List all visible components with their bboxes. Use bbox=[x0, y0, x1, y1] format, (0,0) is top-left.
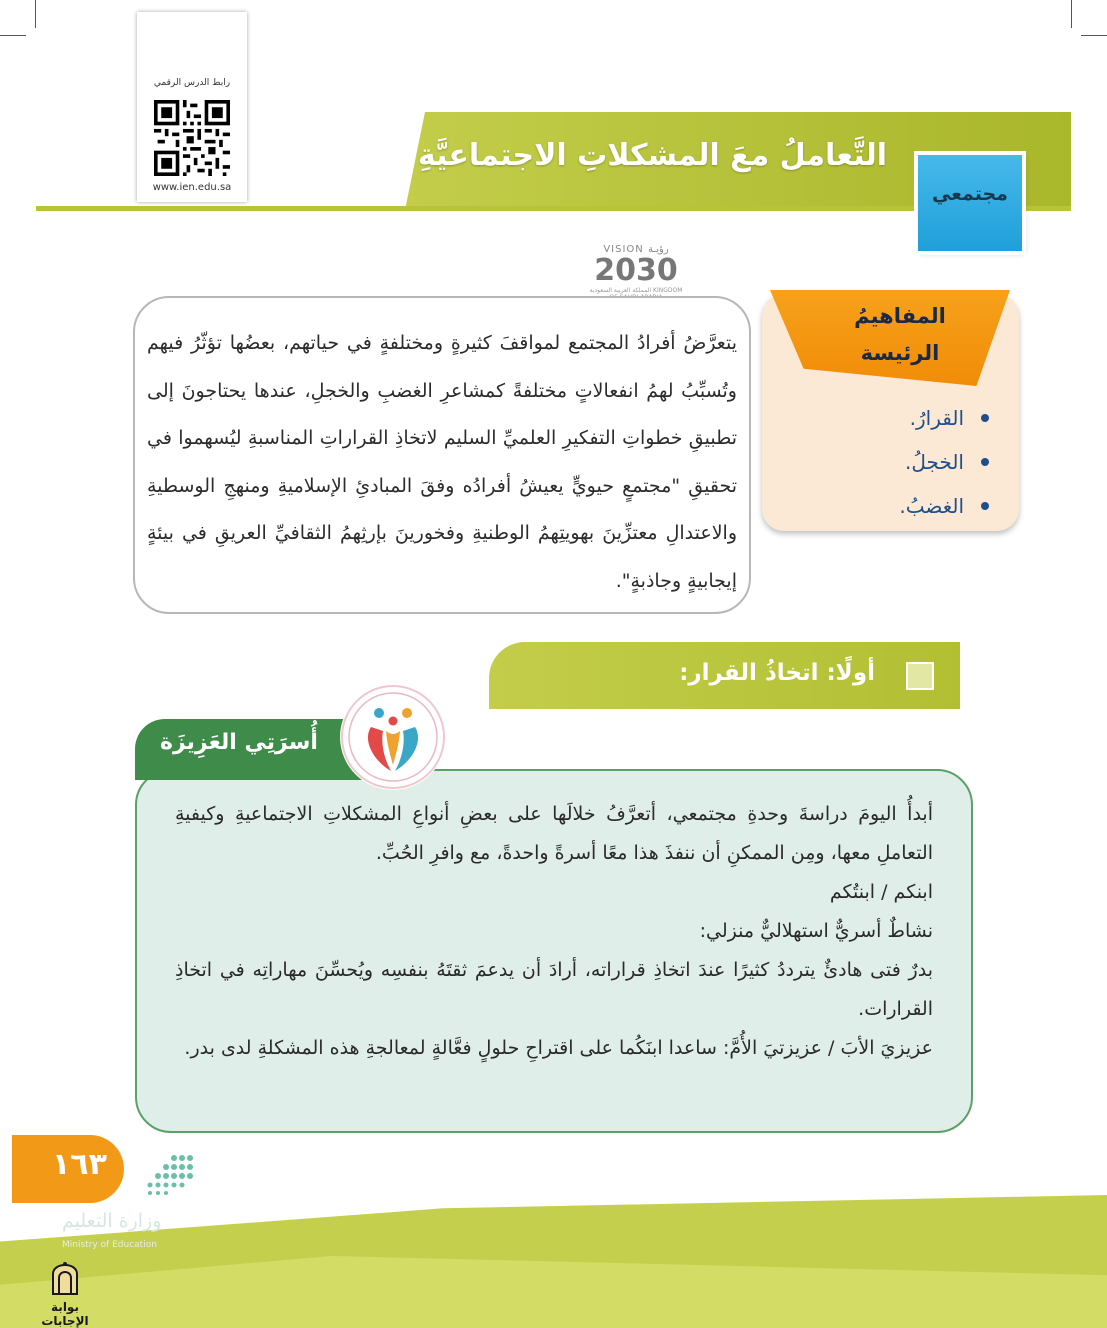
family-paragraph: عزيزيَ الأبَ / عزيزتيَ الأُمَّ: ساعدا ابنَكُما على اقتراحِ حلولٍ فعَّالةٍ لمعالجةِ هذه المشكلةِ لدى بدر. bbox=[184, 1037, 933, 1059]
qr-label: رابط الدرس الرقمي bbox=[153, 78, 231, 88]
key-concepts-title-line1: المفاهيمُ bbox=[854, 304, 946, 328]
crop-mark bbox=[0, 35, 26, 36]
unit-label: مجتمعي bbox=[932, 183, 1008, 205]
crop-mark bbox=[35, 0, 36, 28]
ministry-name-en: Ministry of Education bbox=[62, 1240, 157, 1250]
bullet-icon bbox=[981, 502, 989, 510]
section-title: أولًا: اتخاذُ القرار: bbox=[679, 660, 875, 686]
concept-item bbox=[860, 396, 996, 440]
concept-label: الخجلُ. bbox=[905, 450, 964, 474]
family-note-text bbox=[175, 795, 933, 1068]
family-title: أُسرَتِي العَزِيزَة bbox=[160, 730, 318, 755]
family-signature: ابنكم / ابنتُكم bbox=[829, 881, 933, 903]
concept-label: الغضبُ. bbox=[899, 494, 964, 518]
key-concepts-list bbox=[860, 396, 996, 528]
family-activity-heading: نشاطٌ أسريٌّ استهلاليٌّ منزلي: bbox=[699, 920, 933, 942]
page-number: ١٦٣ bbox=[52, 1147, 107, 1182]
gateway-label: بوابة الإجابات bbox=[41, 1300, 89, 1328]
crop-mark bbox=[1081, 35, 1107, 36]
bullet-icon bbox=[981, 458, 989, 466]
concept-label: القرارُ. bbox=[909, 406, 964, 430]
ministry-name: وزارة التعليم bbox=[62, 1210, 162, 1232]
answers-gateway-logo[interactable] bbox=[28, 1256, 102, 1328]
qr-code-icon[interactable] bbox=[154, 100, 230, 176]
key-concepts-title bbox=[820, 298, 980, 372]
qr-url[interactable]: www.ien.edu.sa bbox=[152, 182, 232, 193]
bullet-icon bbox=[981, 414, 989, 422]
ministry-logo-icon bbox=[120, 1152, 198, 1198]
section-checkbox[interactable] bbox=[906, 662, 934, 690]
family-icon bbox=[341, 685, 445, 789]
key-concepts-title-line2: الرئيسة bbox=[860, 341, 940, 365]
intro-text: يتعرَّضُ أفرادُ المجتمع لمواقفَ كثيرةٍ ومختلفةٍ في حياتهم، بعضُها تؤثّرُ فيهم وتُسبِّبُ لهمُ انفعالاتٍ مختلفةً كمشاعرِ الغضبِ والخجلِ، عندها يحتاجونَ إلى تطبيقِ خطواتِ التفكيرِ العلميِّ السليم لاتخاذِ القراراتِ المناسبةِ ليُسهموا في تحقيقِ "مجتمعٍ حيويٍّ يعيشُ أفرادُه وفقَ المبادئِ الإسلاميةِ ومنهجِ الوسطيةِ والاعتدالِ معتزِّينَ بهويتِهمُ الوطنيةِ وفخورينَ بإرثِهمُ الثقافيِّ العريقِ في بيئةٍ إيجابيةٍ وجاذبةٍ". bbox=[147, 332, 737, 592]
concept-item bbox=[860, 484, 996, 528]
intro-box bbox=[133, 296, 751, 614]
vision-number: 2030 bbox=[594, 253, 678, 288]
vision-label: VISION رؤيـة bbox=[603, 244, 669, 255]
family-paragraph: بدرٌ فتى هادئٌ يترددُ كثيرًا عندَ اتخاذِ قراراته، أرادَ أن يدعمَ ثقتَهُ بنفسِه ويُحسِّنَ مهاراتِه في اتخاذِ القرارات. bbox=[175, 959, 933, 1020]
lesson-title: التَّعاملُ معَ المشكلاتِ الاجتماعيَّةِ bbox=[417, 138, 887, 173]
family-paragraph: أبدأُ اليومَ دراسةَ وحدةِ مجتمعي، أتعرَّفُ خلالَها على بعضِ أنواعِ المشكلاتِ الاجتماعيةِ وكيفيةِ التعاملِ معها، ومِن الممكنِ أن ننفذَ هذا معًا أسرةً واحدةً، مع وافرِ الحُبِّ. bbox=[175, 803, 933, 864]
crop-mark bbox=[1071, 0, 1072, 28]
page-number-tab bbox=[12, 1135, 124, 1203]
header-underline bbox=[36, 206, 1071, 211]
family-note-box bbox=[135, 769, 973, 1133]
concept-item bbox=[860, 440, 996, 484]
qr-card[interactable] bbox=[137, 12, 247, 202]
gateway-emblem-icon bbox=[45, 1256, 85, 1296]
vision-subtitle: المملكة العربية السعودية KINGDOM bbox=[589, 287, 683, 294]
unit-tab bbox=[918, 155, 1022, 251]
